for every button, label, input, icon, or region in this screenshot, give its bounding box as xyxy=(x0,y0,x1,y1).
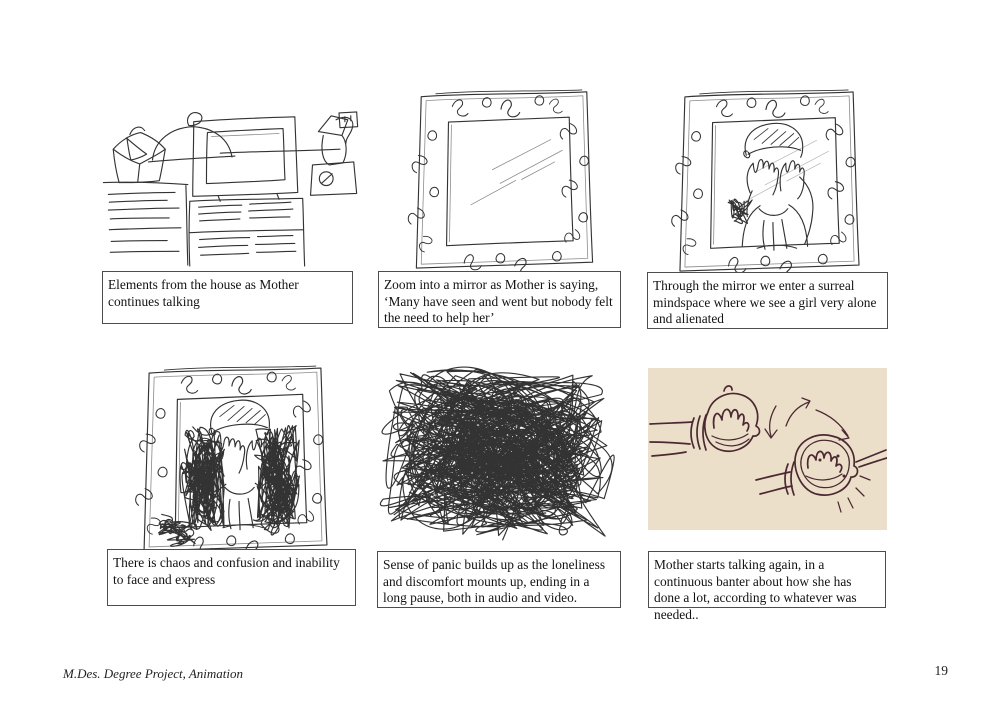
panel-caption-4: There is chaos and confusion and inability to face and express xyxy=(107,549,356,606)
mirror-frame xyxy=(408,90,593,271)
shelf-and-socket xyxy=(220,112,357,153)
chaos-girl-sketch xyxy=(133,362,337,554)
mixer-sketch xyxy=(311,116,357,196)
kneading-hands-sketch xyxy=(648,368,887,530)
panic-scribble-sketch xyxy=(376,360,616,548)
bag-sketch xyxy=(113,127,165,182)
side-table-sketch xyxy=(103,182,187,265)
panel-caption-1: Elements from the house as Mother continues talking xyxy=(102,271,353,324)
chaos-scribble-right xyxy=(253,426,299,535)
mirror-reflection-lines xyxy=(471,140,563,205)
panel-caption-2: Zoom into a mirror as Mother is saying, ‘Many have seen and went but nobody felt the need to help her’ xyxy=(378,271,621,328)
footer-project-title: M.Des. Degree Project, Animation xyxy=(63,666,244,681)
page-number: 19 xyxy=(934,663,948,678)
panel-caption-5: Sense of panic builds up as the loneliness and discomfort mounts up, ending in a long pause, both in audio and video. xyxy=(377,551,621,608)
girl-in-mirror-sketch xyxy=(668,86,870,274)
chaos-scribble-left xyxy=(180,427,224,531)
empty-mirror-sketch xyxy=(405,86,603,271)
panel-caption-3: Through the mirror we enter a surreal mindspace where we see a girl very alone and alienated xyxy=(647,272,888,329)
girl-figure xyxy=(742,123,813,250)
panel-caption-6: Mother starts talking again, in a continuous banter about how she has done a lot, according to whatever was needed.. xyxy=(648,551,886,608)
house-elements-sketch xyxy=(98,108,366,268)
cabinet-sketch xyxy=(189,198,305,266)
